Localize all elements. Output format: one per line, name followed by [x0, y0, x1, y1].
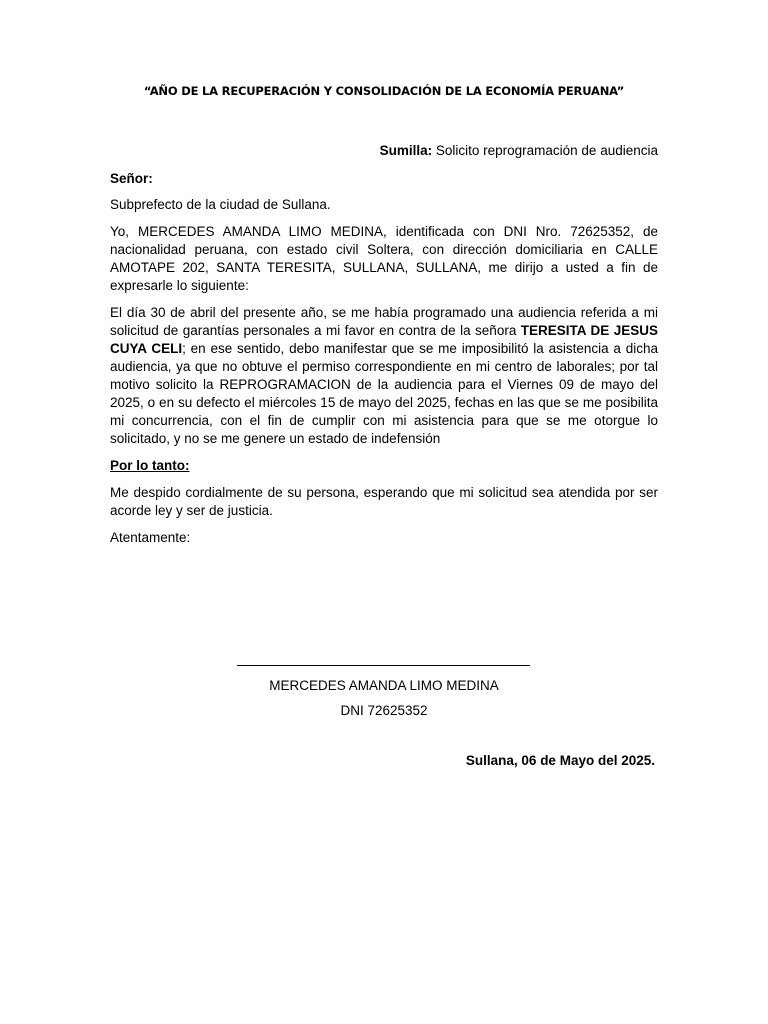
signer-name: MERCEDES AMANDA LIMO MEDINA — [269, 678, 499, 693]
signer-dni: DNI 72625352 — [340, 703, 428, 718]
closing-paragraph: Me despido cordialmente de su persona, esperando que mi solicitud sea atendida por ser acorde ley y ser de justicia. — [110, 485, 658, 518]
place-date: Sullana, 06 de Mayo del 2025. — [465, 753, 655, 768]
intro-paragraph: Yo, MERCEDES AMANDA LIMO MEDINA, identificada con DNI Nro. 72625352, de nacionalidad peruana, con estado civil Soltera, con dirección domiciliaria en CALLE AMOTAPE 202, SANTA TERESITA, SULLANA, SULLANA, me dirijo a usted a fin de expresarle lo siguiente: — [110, 224, 658, 293]
recipient-salutation: Señor: — [110, 171, 153, 186]
body-bold-name: TERESITA DE JESUS CUYA CELI — [110, 323, 659, 356]
recipient: Subprefecto de la ciudad de Sullana. — [110, 197, 331, 212]
letter-body — [110, 142, 658, 547]
body-part-2: ; en ese sentido, debo manifestar que se me imposibilitó la asistencia a dicha audiencia, ya que no obtuve el permiso correspondiente en mi centro de laborales; por tal motivo solicito la REPROGRAMACION de la audiencia para el Viernes 09 de mayo del 2025, o en su defecto el miércoles 15 de mayo del 2025, fechas en las que se me posibilita mi concurrencia, con el fin de cumplir con mi asistencia para que se me otorgue lo solicitado, y no se me genere un estado de indefensión — [110, 341, 659, 446]
sumilla-line — [110, 142, 658, 160]
por-lo-tanto-heading: Por lo tanto: — [110, 458, 190, 473]
sumilla-label: Sumilla: — [379, 143, 433, 158]
signature-line — [237, 665, 530, 666]
body-paragraph — [110, 304, 658, 448]
sign-off: Atentamente: — [110, 530, 191, 545]
body-part-1: El día 30 de abril del presente año, se me había programado una audiencia referida a mi solicitud de garantías personales a mi favor en contra de la señora — [110, 305, 658, 338]
year-title: “AÑO DE LA RECUPERACIÓN Y CONSOLIDACIÓN DE LA ECONOMÍA PERUANA” — [143, 84, 625, 98]
sumilla-text: Solicito reprogramación de audiencia — [432, 143, 658, 158]
